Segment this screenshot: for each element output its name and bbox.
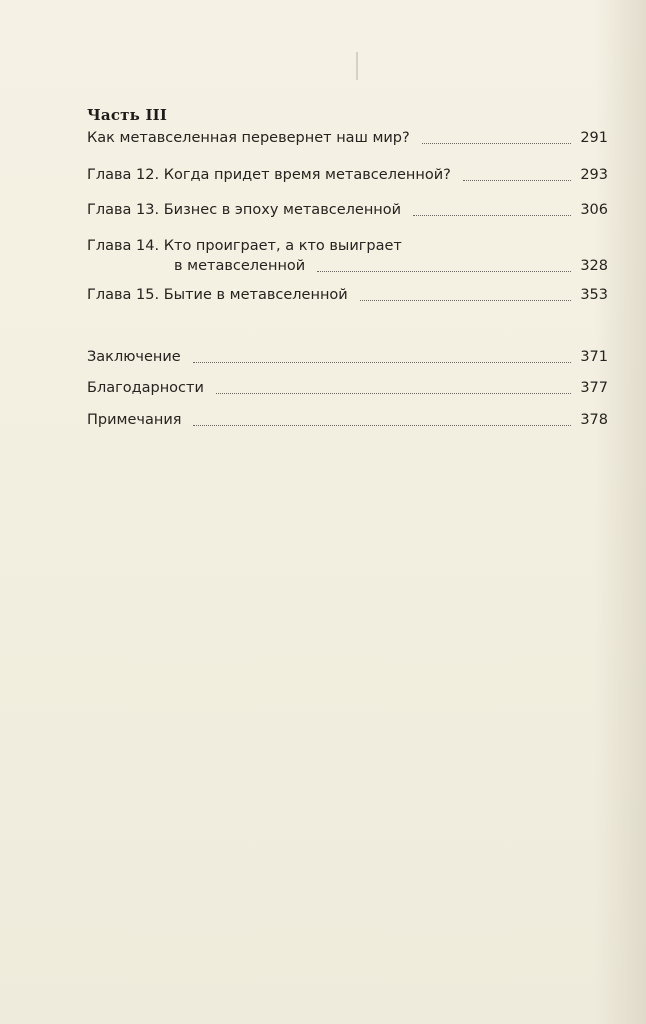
toc-entry-chapter-12: [87, 165, 608, 185]
toc-entry-page: 353: [580, 287, 608, 303]
toc-entry-chapter-15: [87, 285, 608, 305]
page-edge-mark: [356, 52, 358, 80]
toc-entry-chapter-14-line1: Глава 14. Кто проиграет, а кто выиграет: [87, 238, 402, 254]
part-heading: Часть III: [87, 106, 168, 124]
dot-leader: [422, 143, 572, 144]
toc-entry-page: 293: [580, 167, 608, 183]
dot-leader: [317, 271, 571, 272]
toc-entry-page: 306: [580, 202, 608, 218]
toc-entry-label: Глава 15. Бытие в метавселенной: [87, 287, 348, 303]
toc-entry-page: 371: [580, 349, 608, 365]
toc-entry-label: Заключение: [87, 349, 181, 365]
toc-entry-acknowledgements: [87, 378, 608, 398]
toc-entry-conclusion: [87, 347, 608, 367]
toc-entry-chapter-13: [87, 200, 608, 220]
dot-leader: [463, 180, 571, 181]
toc-entry-label: Примечания: [87, 412, 182, 428]
toc-entry-notes: [87, 410, 608, 430]
toc-entry-page: 328: [580, 258, 608, 274]
dot-leader: [193, 362, 572, 363]
dot-leader: [413, 215, 571, 216]
toc-entry-page: 378: [580, 412, 608, 428]
toc-entry-label: Глава 12. Когда придет время метавселенной?: [87, 167, 451, 183]
toc-entry-chapter-14: [174, 256, 608, 276]
toc-entry-label: Благодарности: [87, 380, 204, 396]
toc-entry-part-title: [87, 128, 608, 148]
dot-leader: [193, 425, 571, 426]
toc-entry-page: 377: [580, 380, 608, 396]
dot-leader: [360, 300, 572, 301]
toc-entry-label: Как метавселенная перевернет наш мир?: [87, 130, 410, 146]
toc-entry-label: Глава 13. Бизнес в эпоху метавселенной: [87, 202, 402, 218]
toc-entry-page: 291: [580, 130, 608, 146]
toc-entry-label: в метавселенной: [174, 258, 306, 274]
dot-leader: [216, 393, 571, 394]
